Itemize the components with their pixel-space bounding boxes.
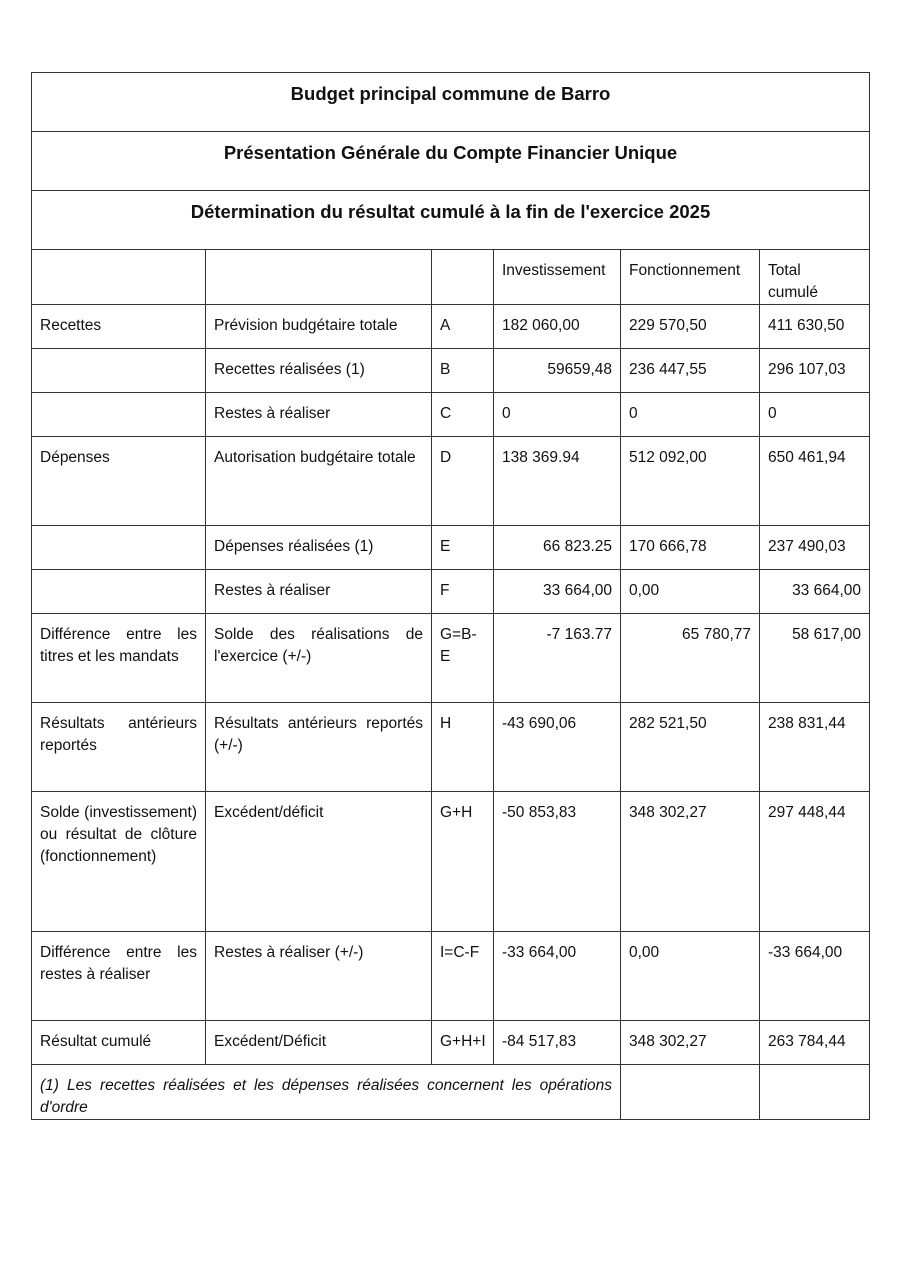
row-investissement: -7 163.77: [494, 614, 621, 703]
row-fonctionnement: 348 302,27: [621, 792, 760, 932]
row-investissement: -50 853,83: [494, 792, 621, 932]
row-fonctionnement: 512 092,00: [621, 437, 760, 526]
row-category: Solde (investissement) ou résultat de clôture (fonctionnement): [32, 792, 206, 932]
row-label: Restes à réaliser: [206, 570, 432, 614]
row-code: E: [432, 526, 494, 570]
row-category: Dépenses: [32, 437, 206, 526]
row-investissement: 33 664,00: [494, 570, 621, 614]
footnote-row: [32, 1065, 870, 1120]
row-investissement: -84 517,83: [494, 1021, 621, 1065]
row-code: H: [432, 703, 494, 792]
row-category: Résultats antérieurs reportés: [32, 703, 206, 792]
row-total: 0: [760, 393, 870, 437]
row-code: I=C-F: [432, 932, 494, 1021]
table-row: [32, 932, 870, 1021]
table-row: [32, 437, 870, 526]
row-label: Prévision budgétaire totale: [206, 305, 432, 349]
footnote-empty-total: [760, 1065, 870, 1120]
row-label: Excédent/Déficit: [206, 1021, 432, 1065]
row-code: G=B-E: [432, 614, 494, 703]
row-investissement: 59659,48: [494, 349, 621, 393]
table-row: [32, 526, 870, 570]
row-total: 238 831,44: [760, 703, 870, 792]
table-row: [32, 614, 870, 703]
header-empty-label: [206, 250, 432, 305]
row-code: D: [432, 437, 494, 526]
budget-title: Budget principal commune de Barro: [32, 73, 870, 132]
table-row: [32, 393, 870, 437]
header-investissement: Investissement: [494, 250, 621, 305]
row-total: 33 664,00: [760, 570, 870, 614]
row-label: Dépenses réalisées (1): [206, 526, 432, 570]
row-label: Excédent/déficit: [206, 792, 432, 932]
row-total: -33 664,00: [760, 932, 870, 1021]
row-total: 58 617,00: [760, 614, 870, 703]
row-total: 263 784,44: [760, 1021, 870, 1065]
row-category: [32, 526, 206, 570]
footnote: (1) Les recettes réalisées et les dépenses réalisées concernent les opérations d'ordre: [32, 1065, 621, 1120]
row-fonctionnement: 170 666,78: [621, 526, 760, 570]
table-row: [32, 305, 870, 349]
row-investissement: -43 690,06: [494, 703, 621, 792]
row-category: [32, 393, 206, 437]
table-row: [32, 349, 870, 393]
row-fonctionnement: 65 780,77: [621, 614, 760, 703]
row-fonctionnement: 236 447,55: [621, 349, 760, 393]
table-row: [32, 1021, 870, 1065]
header-total: [760, 250, 870, 305]
row-category: Résultat cumulé: [32, 1021, 206, 1065]
row-label: Restes à réaliser: [206, 393, 432, 437]
row-fonctionnement: 0: [621, 393, 760, 437]
header-empty-code: [432, 250, 494, 305]
row-investissement: 66 823.25: [494, 526, 621, 570]
row-category: Différence entre les restes à réaliser: [32, 932, 206, 1021]
row-category: Recettes: [32, 305, 206, 349]
row-code: B: [432, 349, 494, 393]
header-empty-category: [32, 250, 206, 305]
row-investissement: -33 664,00: [494, 932, 621, 1021]
row-investissement: 0: [494, 393, 621, 437]
row-fonctionnement: 0,00: [621, 932, 760, 1021]
table-row: [32, 703, 870, 792]
compte-financier-table: [31, 72, 870, 1120]
row-label: Recettes réalisées (1): [206, 349, 432, 393]
header-fonctionnement: Fonctionnement: [621, 250, 760, 305]
row-code: A: [432, 305, 494, 349]
row-total: 237 490,03: [760, 526, 870, 570]
row-label: Solde des réalisations de l'exercice (+/-): [206, 614, 432, 703]
row-code: F: [432, 570, 494, 614]
header-row: [32, 250, 870, 305]
row-investissement: 138 369.94: [494, 437, 621, 526]
row-code: G+H: [432, 792, 494, 932]
row-total: 650 461,94: [760, 437, 870, 526]
row-category: [32, 570, 206, 614]
row-category: Différence entre les titres et les mandats: [32, 614, 206, 703]
row-total: 297 448,44: [760, 792, 870, 932]
row-total: 411 630,50: [760, 305, 870, 349]
row-fonctionnement: 348 302,27: [621, 1021, 760, 1065]
row-category: [32, 349, 206, 393]
footnote-empty-fonctionnement: [621, 1065, 760, 1120]
row-fonctionnement: 282 521,50: [621, 703, 760, 792]
header-total-line1: Total: [768, 262, 801, 279]
row-fonctionnement: 229 570,50: [621, 305, 760, 349]
row-code: G+H+I: [432, 1021, 494, 1065]
row-fonctionnement: 0,00: [621, 570, 760, 614]
determination-title: Détermination du résultat cumulé à la fin de l'exercice 2025: [32, 191, 870, 250]
table-row: [32, 792, 870, 932]
row-code: C: [432, 393, 494, 437]
row-label: Restes à réaliser (+/-): [206, 932, 432, 1021]
row-label: Autorisation budgétaire totale: [206, 437, 432, 526]
header-total-line2: cumulé: [768, 284, 818, 301]
row-investissement: 182 060,00: [494, 305, 621, 349]
row-label: Résultats antérieurs reportés (+/-): [206, 703, 432, 792]
presentation-title: Présentation Générale du Compte Financier Unique: [32, 132, 870, 191]
table-row: [32, 570, 870, 614]
row-total: 296 107,03: [760, 349, 870, 393]
